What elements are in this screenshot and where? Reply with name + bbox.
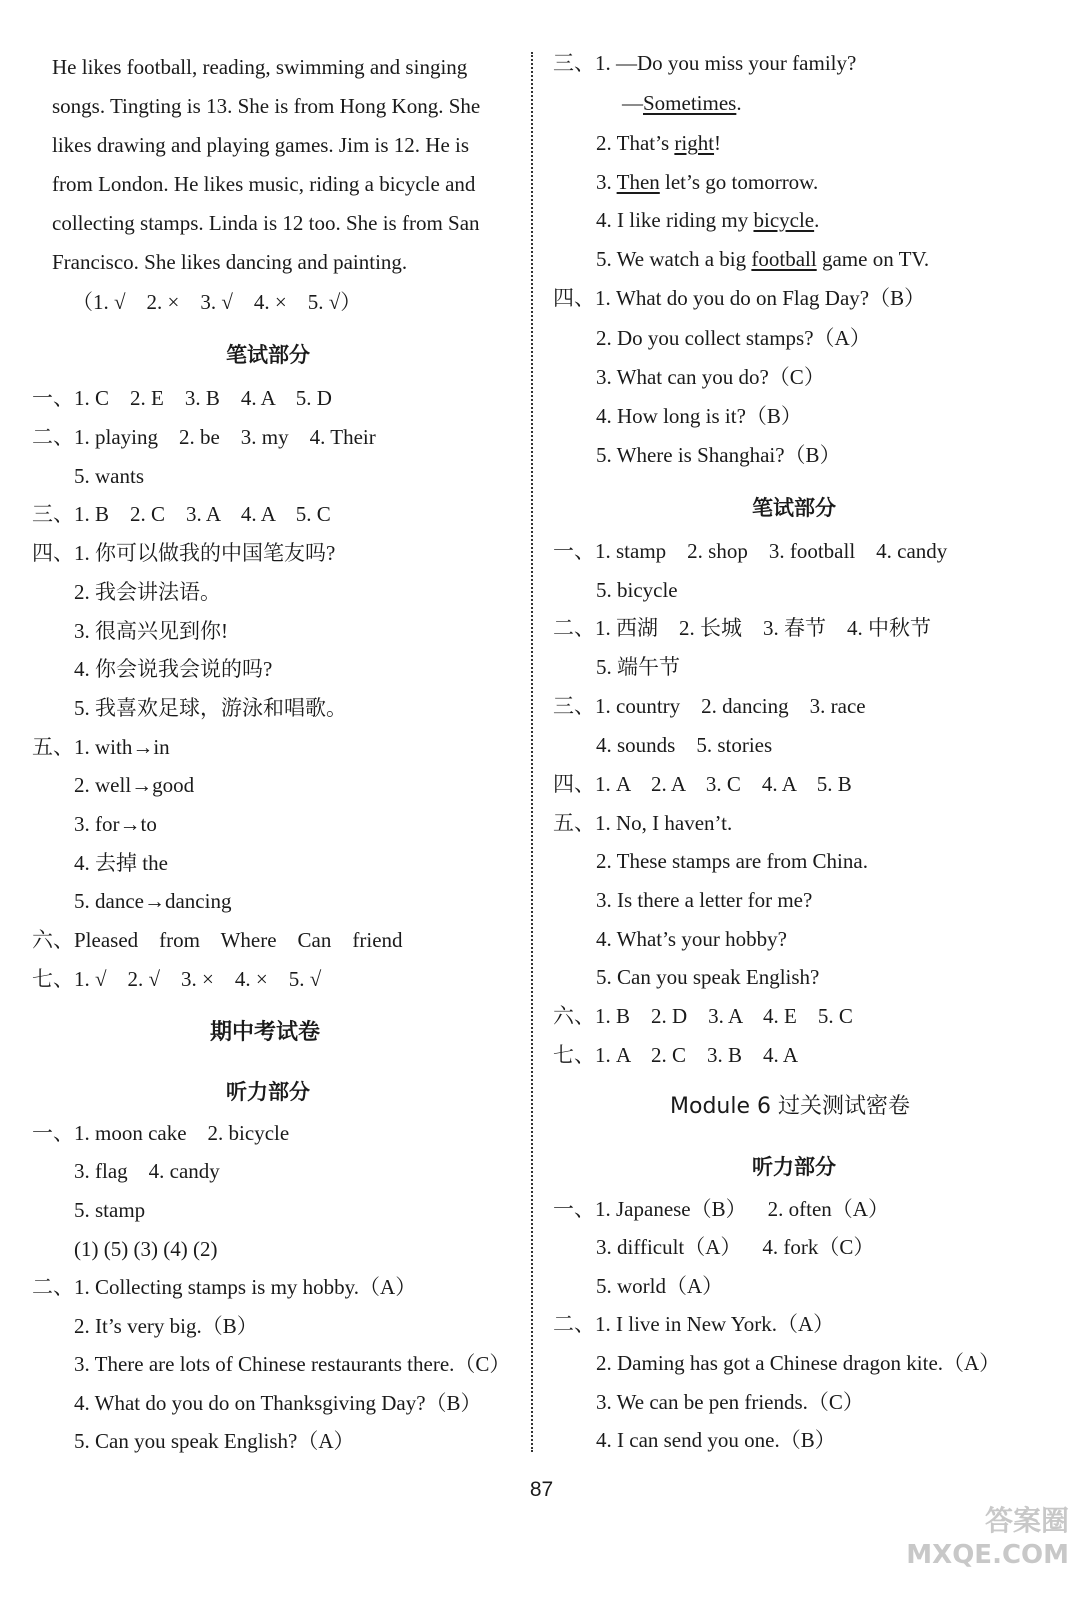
answer-line: 4. 去掉 the <box>74 851 168 875</box>
answer-line: 5. world（A） <box>596 1274 724 1298</box>
section-heading: 听力部分 <box>752 1155 836 1179</box>
answer-line: 3. for→to <box>74 812 157 836</box>
answer-line: 3. Is there a letter for me? <box>596 888 813 912</box>
answer-line: 一、1. Japanese（B） 2. often（A） <box>553 1197 889 1221</box>
answer-line: 六、1. B 2. D 3. A 4. E 5. C <box>553 1004 853 1028</box>
answer-line: 5. 端午节 <box>596 655 680 679</box>
answer-line: 4. What do you do on Thanksgiving Day?（B） <box>74 1391 482 1415</box>
answer-line: 3. flag 4. candy <box>74 1159 220 1183</box>
answer-line: 2. That’s right! <box>596 131 722 155</box>
answer-line: 四、1. A 2. A 3. C 4. A 5. B <box>553 772 852 796</box>
exam-title: 期中考试卷 <box>210 1020 321 1045</box>
answer-line: 5. stamp <box>74 1198 146 1222</box>
answer-line: 3. 很高兴见到你! <box>74 619 228 643</box>
answer-line: 5. We watch a big football game on TV. <box>596 247 930 271</box>
answer-line: （1. √ 2. × 3. √ 4. × 5. √） <box>72 290 362 314</box>
answer-line: 五、1. with→in <box>32 735 170 759</box>
answer-line: 三、1. —Do you miss your family? <box>553 51 857 75</box>
answer-line: 2. Daming has got a Chinese dragon kite.（A） <box>596 1351 1001 1375</box>
answer-line: 2. well→good <box>74 773 195 797</box>
answer-line: 五、1. No, I haven’t. <box>553 811 733 835</box>
answer-line: 四、1. 你可以做我的中国笔友吗? <box>32 541 336 565</box>
answer-line: 4. How long is it?（B） <box>596 404 802 428</box>
passage-paragraph: He likes football, reading, swimming and singing songs. Tingting is 13. She is from Hong Kong. She likes drawing and playing games. Jim is 12. He is from London. He likes music, riding a bicycle and collecting stamps. Linda is 12 too. She is from San Francisco. She likes dancing and painting. <box>52 55 481 274</box>
answer-line: 5. Can you speak English? <box>596 965 820 989</box>
answer-line: 4. I can send you one.（B） <box>596 1428 836 1452</box>
answer-line: 3. There are lots of Chinese restaurants there.（C） <box>74 1352 511 1376</box>
answer-line: 5. Can you speak English?（A） <box>74 1429 355 1453</box>
answer-line: 六、Pleased from Where Can friend <box>32 928 403 952</box>
answer-line: 二、1. 西湖 2. 长城 3. 春节 4. 中秋节 <box>553 616 931 640</box>
answer-line: 3. difficult（A） 4. fork（C） <box>596 1235 875 1259</box>
section-heading: 笔试部分 <box>752 496 836 520</box>
answer-line: 5. dance→dancing <box>74 889 232 913</box>
answer-line: 4. sounds 5. stories <box>596 733 773 757</box>
answer-line: 3. We can be pen friends.（C） <box>596 1390 864 1414</box>
answer-line: 4. I like riding my bicycle. <box>596 208 820 232</box>
answer-line: 三、1. country 2. dancing 3. race <box>553 694 866 718</box>
answer-line: 2. It’s very big.（B） <box>74 1314 258 1338</box>
answer-line: 5. bicycle <box>596 578 678 602</box>
answer-line: 七、1. √ 2. √ 3. × 4. × 5. √ <box>32 967 322 991</box>
answer-line: 5. Where is Shanghai?（B） <box>596 443 841 467</box>
answer-line: 2. Do you collect stamps?（A） <box>596 326 871 350</box>
answer-line: 4. What’s your hobby? <box>596 927 787 951</box>
answer-line: 二、1. playing 2. be 3. my 4. Their <box>32 425 376 449</box>
answer-line: 5. 我喜欢足球，游泳和唱歌。 <box>74 696 347 720</box>
module-title: Module 6 过关测试密卷 <box>670 1094 910 1119</box>
answer-line: 四、1. What do you do on Flag Day?（B） <box>553 286 926 310</box>
watermark-logo: 答案圈 <box>984 1504 1069 1537</box>
page-number: 87 <box>529 1478 554 1501</box>
answer-line: 5. wants <box>74 464 144 488</box>
section-heading: 笔试部分 <box>226 343 310 367</box>
answer-line: 3. Then let’s go tomorrow. <box>596 170 819 194</box>
answer-line: 一、1. moon cake 2. bicycle <box>32 1121 290 1145</box>
answer-line: 2. These stamps are from China. <box>596 849 868 873</box>
answer-line: 一、1. stamp 2. shop 3. football 4. candy <box>553 539 948 563</box>
column-divider <box>531 52 533 1452</box>
answer-line: (1) (5) (3) (4) (2) <box>74 1237 218 1261</box>
answer-line: 3. What can you do?（C） <box>596 365 825 389</box>
answer-line: 4. 你会说我会说的吗? <box>74 657 273 681</box>
answer-line: 三、1. B 2. C 3. A 4. A 5. C <box>32 502 331 526</box>
answer-line: 七、1. A 2. C 3. B 4. A <box>553 1043 799 1067</box>
answer-line: 二、1. I live in New York.（A） <box>553 1312 835 1336</box>
watermark-url: MXQE.COM <box>906 1540 1069 1570</box>
answer-line: 2. 我会讲法语。 <box>74 580 221 604</box>
answer-line: —Sometimes. <box>622 91 742 115</box>
answer-line: 一、1. C 2. E 3. B 4. A 5. D <box>32 386 332 410</box>
answer-line: 二、1. Collecting stamps is my hobby.（A） <box>32 1275 417 1299</box>
section-heading: 听力部分 <box>226 1080 310 1104</box>
